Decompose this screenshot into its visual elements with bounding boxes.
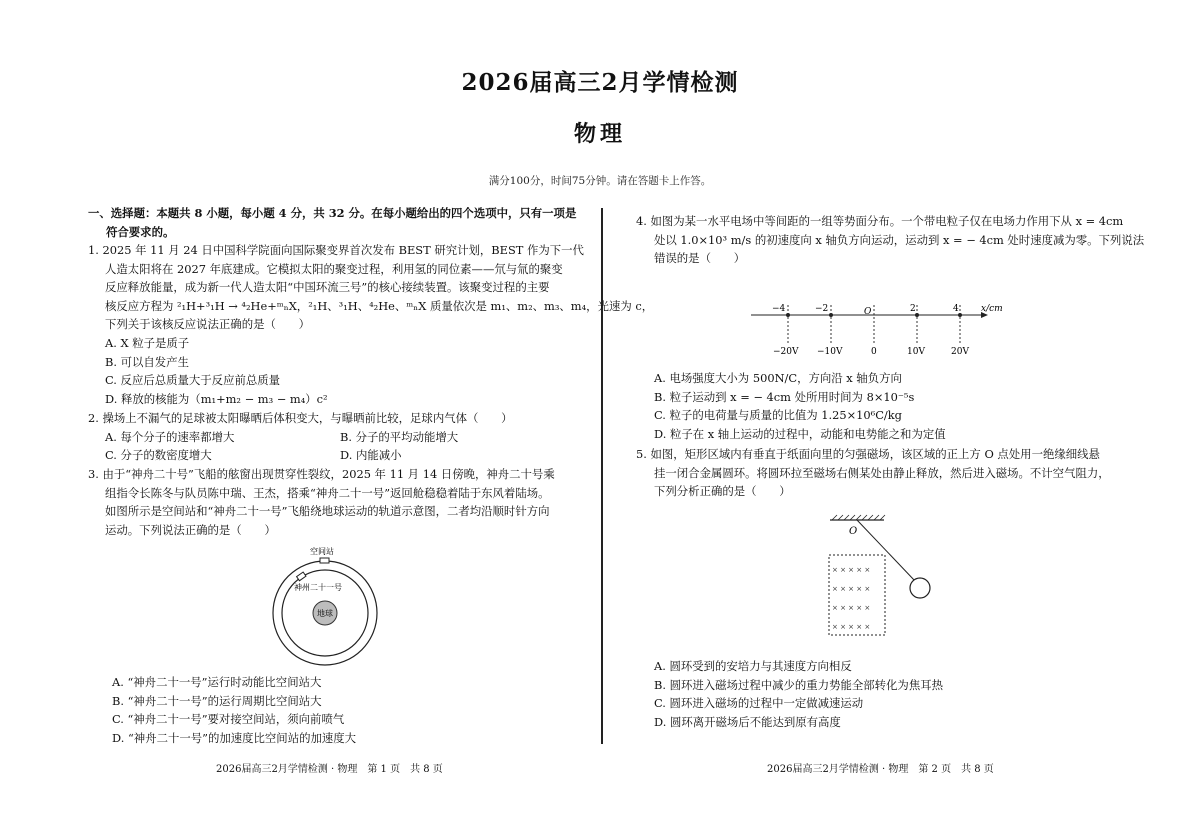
equipotential-lines	[788, 305, 960, 343]
x-tick-label: −4	[772, 304, 786, 314]
q4-line: 处以 1.0×10³ m/s 的初速度向 x 轴负方向运动，运动到 x = − 4cm 处时速度减为零。下列说法	[654, 232, 1145, 247]
q1-option-d: D. 释放的核能为（m₁+m₂ − m₃ − m₄）c²	[105, 391, 328, 406]
q2-option-c: C. 分子的数密度增大	[105, 448, 212, 462]
metal-ring	[910, 578, 930, 598]
section1-heading	[88, 204, 576, 241]
q1-line: 反应释放能量，成为新一代人造太阳“中国环流三号”的核心接续装置。该聚变过程的主要	[105, 280, 550, 295]
section1-heading-line1: 一、选择题：本题共 8 小题，每小题 4 分，共 32 分。在每小题给出的四个选项中，只有一项是	[88, 206, 577, 220]
question-2	[88, 409, 513, 428]
ceiling-hatch	[832, 515, 885, 520]
subject-title: 物理	[573, 121, 626, 147]
potential-label: 20V	[951, 347, 969, 357]
q1-line: 下列关于该核反应说法正确的是（ ）	[105, 317, 311, 332]
q2-option-d: D. 内能减小	[340, 448, 402, 462]
axis-point	[786, 313, 790, 317]
section1-heading-line2: 符合要求的。	[106, 224, 175, 239]
field-marks-row: × × × × ×	[832, 585, 871, 593]
q4-option-a: A. 电场强度大小为 500N/C，方向沿 x 轴负方向	[654, 371, 902, 385]
q3-option-b: B. “神舟二十一号”的运行周期比空间站大	[112, 693, 322, 708]
q1-option-b: B. 可以自发产生	[105, 354, 189, 369]
space-station-icon	[320, 558, 329, 563]
spacecraft-icon	[297, 572, 306, 581]
craft-label: 神州二十一号	[294, 583, 342, 592]
field-marks-row: × × × × ×	[832, 566, 871, 574]
q3-option-a: A. “神舟二十一号”运行时动能比空间站大	[112, 675, 322, 689]
q3-line: 运动。下列说法正确的是（ ）	[105, 522, 276, 537]
q5-line: 下列分析正确的是（ ）	[654, 484, 791, 499]
exam-title: 2026届高三2月学情检测	[461, 69, 739, 96]
field-marks-row: × × × × ×	[832, 604, 871, 612]
question-4	[636, 212, 1144, 268]
q5-line: 5. 如图，矩形区域内有垂直于纸面向里的匀强磁场，该区域的正上方 O 点处用一绝缘细线悬	[636, 447, 1100, 461]
q5-options	[654, 657, 943, 731]
axis-label: x/cm	[981, 304, 1003, 314]
q2-option-a: A. 每个分子的速率都增大	[105, 430, 235, 444]
exam-instructions: 满分100分，时间75分钟。请在答题卡上作答。	[488, 175, 712, 187]
potential-label: −20V	[773, 347, 799, 357]
x-tick-label: −2	[815, 304, 829, 314]
axis-point	[829, 313, 833, 317]
magnetic-field-diagram	[822, 510, 942, 645]
potential-label: −10V	[817, 347, 843, 357]
q5-line: 挂一闭合金属圆环。将圆环拉至磁场右侧某处由静止释放，然后进入磁场。不计空气阻力，	[654, 465, 1110, 480]
q2-stem: 2. 操场上不漏气的足球被太阳曝晒后体积变大，与曝晒前比较，足球内气体（ ）	[88, 411, 513, 425]
x-tick-label: 4	[953, 304, 959, 314]
q1-line: 核反应方程为 ²₁H+³₁H → ⁴₂He+ᵐₙX，²₁H、³₁H、⁴₂He、ᵐₙX 质量依次是 m₁、m₂、m₃、m₄，光速为 c，	[105, 298, 654, 313]
page-footer-right: 2026届高三2月学情检测 · 物理 第 2 页 共 8 页	[767, 764, 994, 775]
q5-option-a: A. 圆环受到的安培力与其速度方向相反	[654, 659, 852, 673]
q4-line: 4. 如图为某一水平电场中等间距的一组等势面分布。一个带电粒子仅在电场力作用下从 x = 4cm	[636, 214, 1124, 228]
question-1	[88, 241, 653, 408]
potential-label: 10V	[907, 347, 925, 357]
x-tick-label: 2	[910, 304, 916, 314]
q3-options	[112, 673, 356, 747]
pivot-label: O	[849, 526, 858, 537]
q4-option-c: C. 粒子的电荷量与质量的比值为 1.25×10⁶C/kg	[654, 408, 902, 423]
earth-label: 地球	[317, 609, 333, 618]
q3-option-c: C. “神舟二十一号”要对接空间站，须向前喷气	[112, 712, 345, 727]
q1-option-c: C. 反应后总质量大于反应前总质量	[105, 373, 281, 388]
q2-option-b: B. 分子的平均动能增大	[340, 430, 459, 444]
q5-option-c: C. 圆环进入磁场的过程中一定做减速运动	[654, 696, 864, 711]
potential-label: 0	[871, 347, 877, 357]
q4-option-d: D. 粒子在 x 轴上运动的过程中，动能和电势能之和为定值	[654, 426, 946, 441]
q5-option-d: D. 圆环离开磁场后不能达到原有高度	[654, 714, 841, 729]
q5-option-b: B. 圆环进入磁场过程中减少的重力势能全部转化为焦耳热	[654, 677, 943, 692]
q1-line: 1. 2025 年 11 月 24 日中国科学院面向国际聚变界首次发布 BEST 研究计划，BEST 作为下一代	[88, 243, 584, 257]
q3-line: 如图所示是空间站和“神舟二十一号”飞船绕地球运动的轨道示意图，二者均沿顺时针方向	[105, 504, 550, 519]
field-marks-row: × × × × ×	[832, 623, 871, 631]
station-label: 空间站	[310, 547, 334, 556]
origin-label: O	[864, 307, 872, 317]
page-footer-left: 2026届高三2月学情检测 · 物理 第 1 页 共 8 页	[216, 764, 443, 775]
question-3	[88, 465, 555, 539]
q4-line: 错误的是（ ）	[654, 251, 746, 266]
q4-options	[654, 369, 946, 443]
equipotential-diagram	[745, 295, 1015, 365]
q1-option-a: A. X 粒子是质子	[105, 335, 190, 350]
orbit-diagram	[270, 543, 390, 668]
question-5	[636, 445, 1110, 501]
q4-option-b: B. 粒子运动到 x = − 4cm 处所用时间为 8×10⁻⁵s	[654, 389, 915, 404]
q1-line: 人造太阳将在 2027 年底建成。它模拟太阳的聚变过程，利用氢的同位素——氘与氚的聚变	[105, 261, 563, 276]
q3-option-d: D. “神舟二十一号”的加速度比空间站的加速度大	[112, 730, 357, 745]
q3-line: 3. 由于“神舟二十号”飞船的舷窗出现贯穿性裂纹，2025 年 11 月 14 日傍晚，神舟二十号乘	[88, 467, 555, 481]
q3-line: 组指令长陈冬与队员陈中瑞、王杰，搭乘“神舟二十一号”返回舱稳稳着陆于东风着陆场。	[105, 485, 550, 500]
